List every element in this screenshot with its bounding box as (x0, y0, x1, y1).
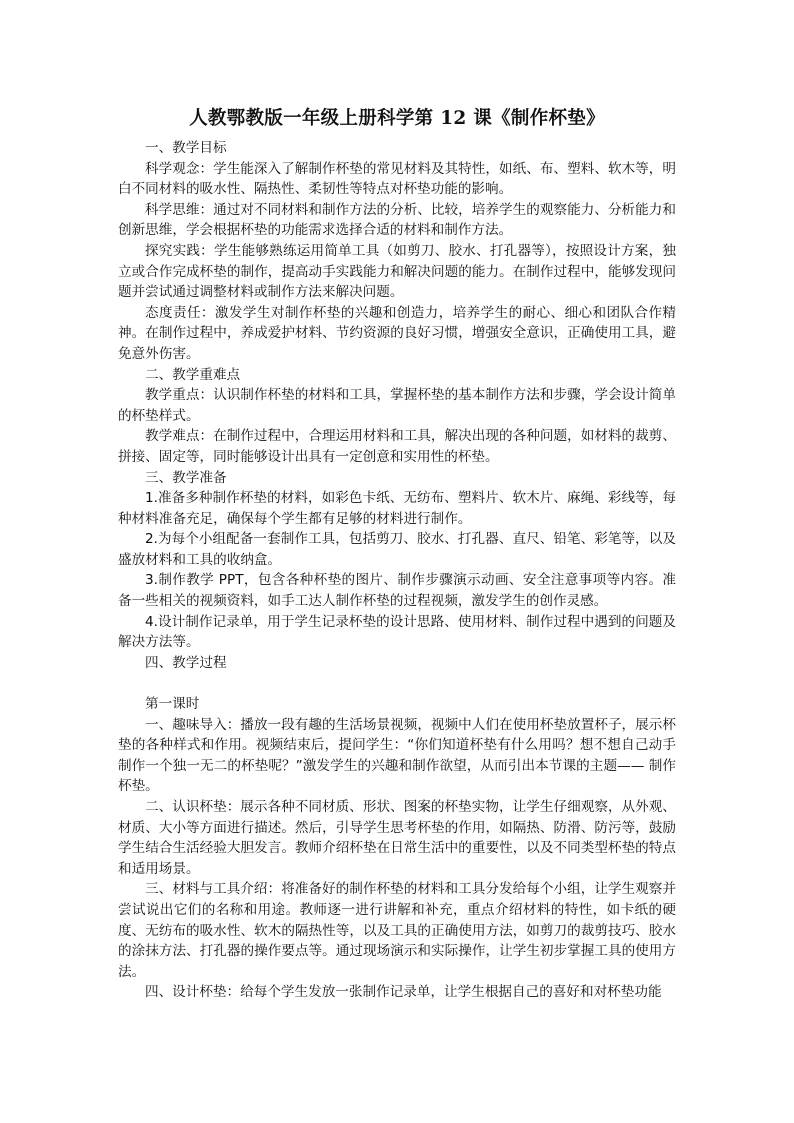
paragraph: 探究实践：学生能够熟练运用简单工具（如剪刀、胶水、打孔器等），按照设计方案，独立或合作完成杯垫的制作，提高动手实践能力和解决问题的能力。在制作过程中，能够发现问题并尝试通过调整材料或制作方法来解决问题。 (118, 242, 676, 301)
section-heading: 三、教学准备 (145, 469, 227, 486)
document-title: 人教鄂教版一年级上册科学第 12 课《制作杯垫》 (189, 108, 605, 129)
paragraph: 四、设计杯垫：给每个学生发放一张制作记录单，让学生根据自己的喜好和对杯垫功能 (145, 984, 662, 1001)
document-body (118, 138, 676, 1003)
document-page (118, 106, 676, 1003)
paragraph: 一、趣味导入：播放一段有趣的生活场景视频，视频中人们在使用杯垫放置杯子，展示杯垫的各种样式和作用。视频结束后，提问学生：“你们知道杯垫有什么用吗？想不想自己动手制作一个独一无二的杯垫呢？”激发学生的兴趣和制作欲望，从而引出本节课的主题—— 制作杯垫。 (118, 716, 676, 795)
paragraph: 态度责任：激发学生对制作杯垫的兴趣和创造力，培养学生的耐心、细心和团队合作精神。在制作过程中，养成爱护材料、节约资源的良好习惯，增强安全意识，正确使用工具，避免意外伤害。 (118, 304, 676, 362)
blank-line (118, 673, 676, 694)
paragraph: 3.制作教学 PPT，包含各种杯垫的图片、制作步骤演示动画、安全注意事项等内容。准备一些相关的视频资料，如手工达人制作杯垫的过程视频，激发学生的创作灵感。 (118, 572, 676, 610)
paragraph: 1.准备多种制作杯垫的材料，如彩色卡纸、无纺布、塑料片、软木片、麻绳、彩线等，每种材料准备充足，确保每个学生都有足够的材料进行制作。 (118, 490, 676, 527)
paragraph: 科学思维：通过对不同材料和制作方法的分析、比较，培养学生的观察能力、分析能力和创新思维，学会根据杯垫的功能需求选择合适的材料和制作方法。 (118, 201, 676, 239)
section-heading: 一、教学目标 (145, 140, 227, 156)
section-heading: 四、教学过程 (145, 654, 227, 671)
paragraph: 科学观念：学生能深入了解制作杯垫的常见材料及其特性，如纸、布、塑料、软木等，明白不同材料的吸水性、隔热性、柔韧性等特点对杯垫功能的影响。 (118, 160, 676, 198)
paragraph: 教学难点：在制作过程中，合理运用材料和工具，解决出现的各种问题，如材料的裁剪、拼接、固定等，同时能够设计出具有一定创意和实用性的杯垫。 (118, 428, 676, 465)
section-heading: 第一课时 (145, 696, 200, 713)
paragraph: 三、材料与工具介绍：将准备好的制作杯垫的材料和工具分发给每个小组，让学生观察并尝试说出它们的名称和用途。教师逐一进行讲解和补充，重点介绍材料的特性，如卡纸的硬度、无纺布的吸水性、软木的隔热性等，以及工具的正确使用方法，如剪刀的裁剪技巧、胶水的涂抹方法、打孔器的操作要点等。通过现场演示和实际操作，让学生初步掌握工具的使用方法。 (118, 881, 676, 980)
paragraph: 2.为每个小组配备一套制作工具，包括剪刀、胶水、打孔器、直尺、铅笔、彩笔等，以及盛放材料和工具的收纳盒。 (118, 531, 676, 568)
section-heading: 二、教学重难点 (145, 366, 241, 383)
paragraph: 二、认识杯垫：展示各种不同材质、形状、图案的杯垫实物，让学生仔细观察，从外观、材质、大小等方面进行描述。然后，引导学生思考杯垫的作用，如隔热、防滑、防污等，鼓励学生结合生活经验大胆发言。教师介绍杯垫在日常生活中的重要性，以及不同类型杯垫的特点和适用场景。 (118, 799, 676, 877)
paragraph: 4.设计制作记录单，用于学生记录杯垫的设计思路、使用材料、制作过程中遇到的问题及解决方法等。 (118, 613, 676, 651)
paragraph: 教学重点：认识制作杯垫的材料和工具，掌握杯垫的基本制作方法和步骤，学会设计简单的杯垫样式。 (118, 387, 676, 424)
